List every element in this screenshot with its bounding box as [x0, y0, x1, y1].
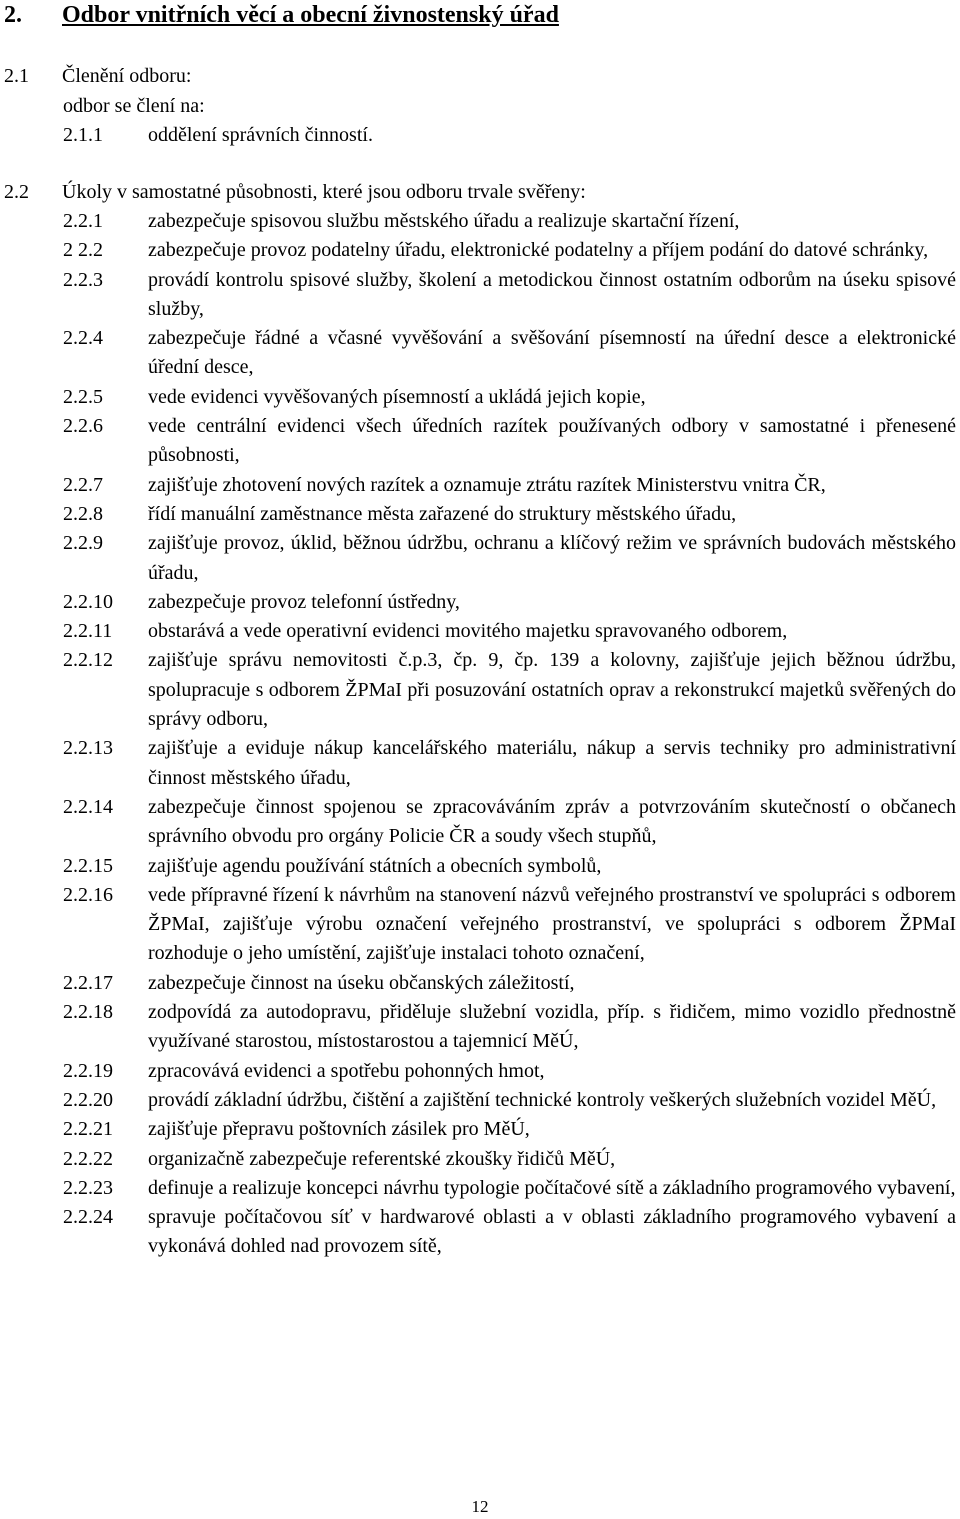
item-number: 2.2.15 [63, 854, 113, 877]
subsection-2-1-1 [63, 120, 373, 150]
item-number: 2.2.10 [63, 590, 113, 613]
list-item [63, 529, 956, 588]
list-item [63, 969, 956, 998]
section-2-1-subtitle: odbor se člení na: [63, 95, 205, 117]
item-number: 2.2.14 [63, 795, 113, 818]
item-number: 2.2.11 [63, 620, 113, 643]
item-number: 2.2.8 [63, 502, 103, 525]
item-text: zabezpečuje činnost na úseku občanských záležitostí, [148, 971, 575, 994]
item-text: obstarává a vede operativní evidenci movitého majetku spravovaného odborem, [148, 620, 788, 643]
item-text: zajišťuje správu nemovitosti č.p.3, čp. 9, čp. 139 a kolovny, zajišťuje jejich běžnou údržbu, spolupracuje s odborem ŽPMaI při posuzování ostatních oprav a rekonstrukcí majetků svěřených do správy odboru, [148, 649, 956, 731]
item-text: zajišťuje agendu používání státních a obecních symbolů, [148, 854, 602, 877]
list-item [63, 998, 956, 1057]
item-text: zajišťuje a eviduje nákup kancelářského materiálu, nákup a servis techniky pro administrativní činnost městského úřadu, [148, 737, 956, 789]
subsection-number: 2.1.1 [63, 124, 103, 146]
section-2-2-heading [4, 177, 586, 207]
item-number: 2.2.7 [63, 473, 103, 496]
item-number: 2.2.16 [63, 883, 113, 906]
section-title: Členění odboru: [62, 65, 192, 87]
page-number: 12 [471, 1497, 489, 1516]
item-text: zodpovídá za autodopravu, přiděluje služební vozidla, příp. s řidičem, mimo vozidlo přednostně využívané starostou, místostarostou a tajemnicí MěÚ, [148, 1001, 956, 1053]
list-item [63, 324, 956, 383]
item-text: zabezpečuje činnost spojenou se zpracováváním zpráv a potvrzováním skutečností o občanech správního obvodu pro orgány Policie ČR a soudy všech stupňů, [148, 795, 956, 848]
item-text: zabezpečuje provoz telefonní ústředny, [148, 590, 460, 613]
item-number: 2.2.20 [63, 1088, 113, 1111]
list-item [63, 471, 956, 500]
chapter-number: 2. [4, 2, 22, 28]
item-number: 2.2.18 [63, 1001, 113, 1024]
list-item [63, 1203, 956, 1262]
list-item [63, 383, 956, 412]
section-title: Úkoly v samostatné působnosti, které jsou odboru trvale svěřeny: [62, 181, 586, 203]
list-item [63, 266, 956, 325]
item-number: 2.2.13 [63, 737, 113, 760]
item-text: vede centrální evidenci všech úředních razítek používaných odbory v samostatné i přenesené působnosti, [148, 415, 956, 467]
list-item [63, 617, 956, 646]
chapter-title: Odbor vnitřních věcí a obecní živnostenský úřad [62, 2, 559, 28]
item-number: 2.2.12 [63, 649, 113, 672]
list-item [63, 1057, 956, 1086]
item-number: 2.2.6 [63, 415, 103, 438]
section-number: 2.1 [4, 65, 29, 87]
list-item [63, 236, 956, 265]
item-text: zajišťuje provoz, úklid, běžnou údržbu, ochranu a klíčový režim ve správních budovách městského úřadu, [148, 532, 956, 584]
item-number: 2.2.3 [63, 268, 103, 291]
item-number: 2.2.1 [63, 210, 103, 232]
item-text: zabezpečuje provoz podatelny úřadu, elektronické podatelny a příjem podání do datové schránky, [148, 239, 929, 262]
item-number: 2.2.4 [63, 327, 103, 350]
list-item [63, 881, 956, 969]
item-text: zabezpečuje spisovou službu městského úřadu a realizuje skartační řízení, [148, 210, 740, 232]
subsection-text: oddělení správních činností. [148, 124, 373, 146]
list-item [63, 646, 956, 734]
list-item [63, 1115, 956, 1144]
list-item [63, 734, 956, 793]
item-text: provádí základní údržbu, čištění a zajištění technické kontroly veškerých služebních vozidel MěÚ, [148, 1088, 937, 1111]
item-text: zabezpečuje řádné a včasné vyvěšování a svěšování písemností na úřední desce a elektronické úřední desce, [148, 327, 956, 379]
item-text: zajišťuje zhotovení nových razítek a oznamuje ztrátu razítek Ministerstvu vnitra ČR, [148, 473, 826, 496]
item-number: 2.2.9 [63, 532, 103, 555]
item-text: vede přípravné řízení k návrhům na stanovení názvů veřejného prostranství ve spolupráci s odborem ŽPMaI, zajišťuje výrobu označení veřejného prostranství, ve spolupráci s odborem ŽPMaI rozhoduje o jeho umístění, zajišťuje instalaci tohoto označení, [148, 883, 956, 965]
item-number: 2.2.21 [63, 1118, 113, 1141]
list-item [63, 852, 956, 881]
list-item [63, 588, 956, 617]
list-item [63, 412, 956, 471]
item-number: 2.2.23 [63, 1176, 113, 1199]
task-list [63, 207, 956, 1262]
list-item [63, 793, 956, 852]
item-text: zpracovává evidenci a spotřebu pohonných hmot, [148, 1059, 545, 1082]
list-item [63, 207, 956, 236]
item-text: zajišťuje přepravu poštovních zásilek pro MěÚ, [148, 1118, 530, 1141]
item-number: 2.2.24 [63, 1206, 113, 1229]
item-text: organizačně zabezpečuje referentské zkoušky řidičů MěÚ, [148, 1147, 616, 1170]
item-number: 2 2.2 [63, 239, 103, 262]
item-text: řídí manuální zaměstnance města zařazené do struktury městského úřadu, [148, 502, 737, 525]
chapter-heading [4, 0, 559, 30]
list-item [63, 500, 956, 529]
list-item [63, 1174, 956, 1203]
item-number: 2.2.17 [63, 971, 113, 994]
list-item [63, 1145, 956, 1174]
item-text: provádí kontrolu spisové služby, školení a metodickou činnost ostatním odborům na úseku spisové služby, [148, 268, 956, 320]
item-number: 2.2.22 [63, 1147, 113, 1170]
item-text: vede evidenci vyvěšovaných písemností a ukládá jejich kopie, [148, 385, 646, 408]
item-number: 2.2.5 [63, 385, 103, 408]
section-2-1-heading [4, 61, 191, 91]
item-number: 2.2.19 [63, 1059, 113, 1082]
section-number: 2.2 [4, 181, 29, 203]
item-text: spravuje počítačovou síť v hardwarové oblasti a v oblasti základního programového vybavení a vykonává dohled nad provozem sítě, [148, 1206, 956, 1258]
list-item [63, 1086, 956, 1115]
item-text: definuje a realizuje koncepci návrhu typologie počítačové sítě a základního programového vybavení, [148, 1176, 956, 1199]
